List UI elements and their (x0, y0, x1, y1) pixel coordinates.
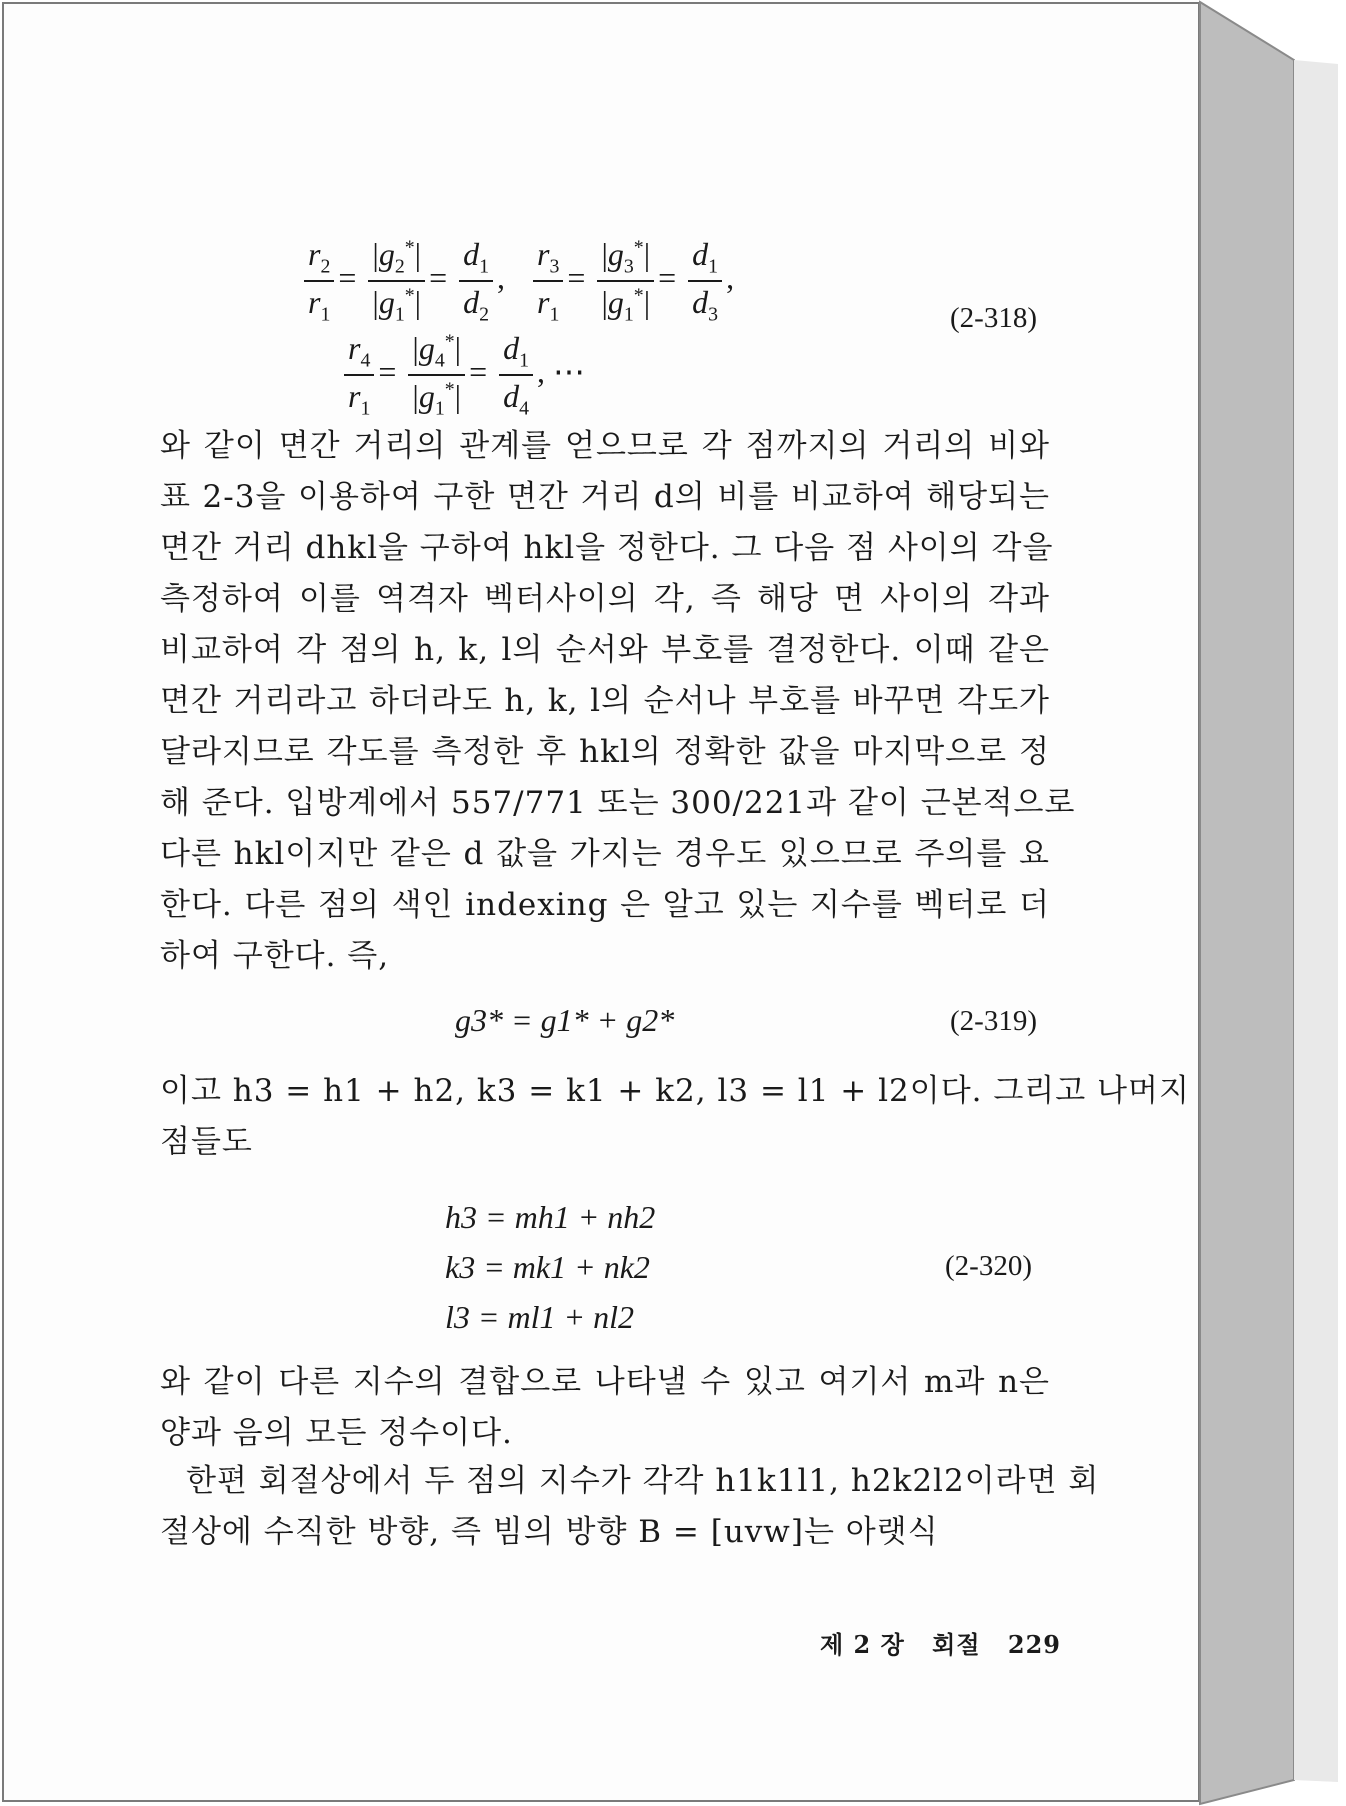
text-line: 와 같이 면간 거리의 관계를 얻으므로 각 점까지의 거리의 비와 (160, 428, 1050, 464)
text-line: 이고 h3 = h1 + h2, k3 = k1 + k2, l3 = l1 + l2이다. 그리고 나머지 (160, 1073, 1190, 1109)
text-line: 하여 구한다. 즉, (160, 938, 390, 974)
text-line: 표 2-3을 이용하여 구한 면간 거리 d의 비를 비교하여 해당되는 (160, 479, 1050, 515)
page-number: 229 (1007, 1630, 1061, 1659)
equation-number-2-319: (2-319) (950, 1005, 1037, 1037)
paragraph-4 (160, 1456, 1100, 1558)
text-line: 다른 hkl이지만 같은 d 값을 가지는 경우도 있으므로 주의를 요 (160, 836, 1050, 872)
text-line: 한편 회절상에서 두 점의 지수가 각각 h1k1l1, h2k2l2이라면 회 (186, 1463, 1100, 1499)
section-label: 회절 (932, 1630, 981, 1659)
equation-2-320 (445, 1192, 655, 1342)
paragraph-3 (160, 1357, 1050, 1459)
equation-line: k3 = mk1 + nk2 (445, 1249, 650, 1285)
text-line: 한다. 다른 점의 색인 indexing 은 알고 있는 지수를 벡터로 더 (160, 887, 1050, 923)
text-line: 와 같이 다른 지수의 결합으로 나타낼 수 있고 여기서 m과 n은 (160, 1364, 1050, 1400)
text-line: 절상에 수직한 방향, 즉 빔의 방향 B = [uvw]는 아랫식 (160, 1514, 939, 1550)
equation-line: l3 = ml1 + nl2 (445, 1299, 634, 1335)
equation-2-319: g3* = g1* + g2* (455, 1002, 675, 1038)
equation-2-318-line1: $\frac{r_2}{r_1}$ = $\frac{|g_2^*|}{|g_1^*|}$ = $\frac{d_1}{d_2}$ , $\frac{r_3}{r_1}$ = $\frac{|g_3^*|}{|g_1^*|}$ = $\frac{d_1}{d_3}$ , (300, 236, 734, 327)
page-footer (820, 1625, 1079, 1660)
text-line: 점들도 (160, 1124, 253, 1160)
equation-2-318-line2: $\frac{r_4}{r_1}$ = $\frac{|g_4^*|}{|g_1^*|}$ = $\frac{d_1}{d_4}$ , ⋯ (340, 330, 585, 421)
text-line: 양과 음의 모든 정수이다. (160, 1415, 513, 1451)
equation-number-2-320: (2-320) (945, 1250, 1032, 1282)
text-line: 비교하여 각 점의 h, k, l의 순서와 부호를 결정한다. 이때 같은 (160, 632, 1050, 668)
text-line: 해 준다. 입방계에서 557/771 또는 300/221과 같이 근본적으로 (160, 785, 1076, 821)
text-line: 측정하여 이를 역격자 벡터사이의 각, 즉 해당 면 사이의 각과 (160, 581, 1050, 617)
text-line: 달라지므로 각도를 측정한 후 hkl의 정확한 값을 마지막으로 정 (160, 734, 1050, 770)
paragraph-2 (160, 1066, 1190, 1168)
chapter-label: 제 2 장 (820, 1630, 905, 1659)
text-line: 면간 거리라고 하더라도 h, k, l의 순서나 부호를 바꾸면 각도가 (160, 683, 1050, 719)
equation-number-2-318: (2-318) (950, 302, 1037, 334)
text-line: 면간 거리 dhkl을 구하여 hkl을 정한다. 그 다음 점 사이의 각을 (160, 530, 1054, 566)
paragraph-1 (160, 421, 1076, 982)
equation-line: h3 = mh1 + nh2 (445, 1199, 656, 1235)
book-side-edge (1198, 0, 1344, 1806)
